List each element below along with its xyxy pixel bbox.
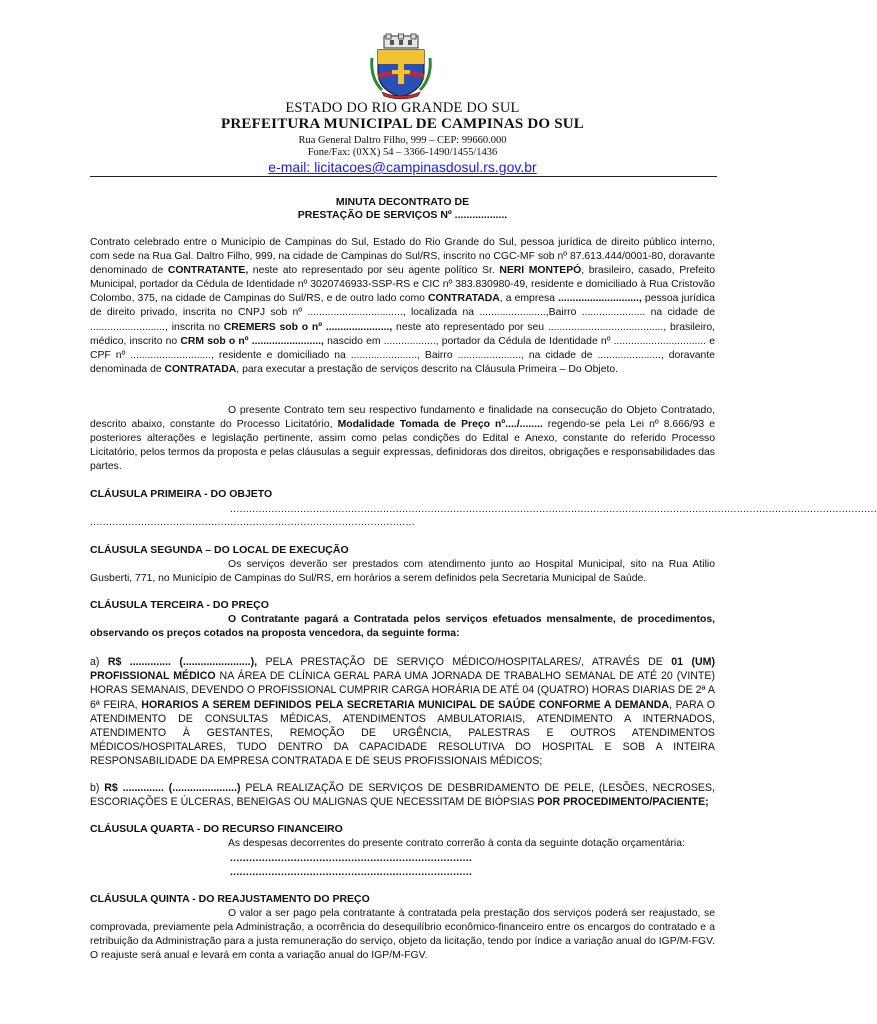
- clausula-quarta-heading: CLÁUSULA QUARTA - DO RECURSO FINANCEIRO: [90, 823, 343, 835]
- objeto-blank-line-2: ......................................................................................................: [90, 517, 416, 528]
- dotacao-line-1: ............................................................................: [230, 853, 473, 864]
- clausula-quinta-heading: CLÁUSULA QUINTA - DO REAJUSTAMENTO DO PREÇO: [90, 893, 370, 905]
- document-title-line1: MINUTA DECONTRATO DE: [335, 196, 470, 208]
- municipal-coat-of-arms: [370, 34, 432, 100]
- clausula-segunda-text: Os serviços deverão ser prestados com atendimento junto ao Hospital Municipal, sito na Rua Atilio Gusberti, 771, no Município de Campinas do Sul/RS, em horários a serem definidos pela Secretaria Municipal de Saúde.: [90, 559, 715, 585]
- intro-paragraph: Contrato celebrado entre o Município de Campinas do Sul, Estado do Rio Grande do Sul, pessoa jurídica de direito público interno, com sede na Rua Gal. Daltro Filho, 999, na cidade de Campinas do Sul/RS, inscrito no CGC-MF sob nº 87.613.444/0001-80, doravante denominado de CONTRATANTE, neste ato representado por seu agente político Sr. NERI MONTEPÓ, brasileiro, casado, Prefeito Municipal, portador da Cédula de Identidade nº 3020746933-SSP-RS e CIC nº 383.830980-49, residente e domiciliado à Rua Cristovão Colombo, 375, na cidade de Campinas do Sul/RS, e de outro lado como CONTRATADA, a empresa ............................, pessoa jurídica de direito privado, inscrita no CNPJ sob nº ................................., localizada na .......................,Bairro ...................... na cidade de .........................., inscrita no CREMERS sob o nº ......................, neste ato representado por seu ........................................, brasileiro, médico, inscrito no CRM sob o nº ........................, nascido em .................., portador da Cédula de Identidade nº ................................ e CPF nº ............................, residente e domiciliado na ......................., Bairro ......................, na cidade de ......................, doravante denominada de CONTRATADA, para executar a prestação de serviços descrito na Cláusula Primeira – Do Objeto.: [90, 237, 716, 375]
- header-prefeitura: PREFEITURA MUNICIPAL DE CAMPINAS DO SUL: [221, 116, 584, 132]
- header-email-link[interactable]: e-mail: licitacoes@campinasdosul.rs.gov.br: [268, 159, 537, 175]
- clausula-segunda-heading: CLÁUSULA SEGUNDA – DO LOCAL DE EXECUÇÃO: [90, 544, 349, 556]
- clausula-terceira-intro: O Contratante pagará a Contratada pelos serviços efetuados mensalmente, de procedimentos, observando os preços cotados na proposta vencedora, da seguinte forma:: [90, 614, 715, 640]
- header-address: Rua General Daltro Filho, 999 – CEP: 99660.000: [298, 135, 507, 146]
- header-phone: Fone/Fax: (0XX) 54 – 3366-1490/1455/1436: [307, 147, 498, 158]
- clausula-primeira-heading: CLÁUSULA PRIMEIRA - DO OBJETO: [90, 488, 273, 500]
- dotacao-line-2: ............................................................................: [230, 867, 473, 878]
- preco-item-b: b) R$ .............. (......................) PELA REALIZAÇÃO DE SERVIÇOS DE DESBRIDAMENTO DE PELE, (LESÕES, NECROSES, ESCORIAÇÕES E ÚLCERAS, BENEIGAS OU MALIGNAS QUE NECESSITAM DE BIÓPSIAS POR PROCEDIMENTO/PACIENTE;: [90, 782, 715, 809]
- fundamento-paragraph: O presente Contrato tem seu respectivo fundamento e finalidade na consecução do Objeto Contratado, descrito abaixo, constante do Processo Licitatório, Modalidade Tomada de Preço nº..../........ regendo-se pela Lei nº 8.666/93 e posteriores alterações e legislação pertinente, assim como pelas condições do Edital e Anexo, constante do referido Processo Licitatório, pelos termos da proposta e pelas cláusulas a seguir expressas, definidoras dos direitos, obrigações e responsabilidades das partes.: [90, 405, 715, 473]
- clausula-terceira-heading: CLÁUSULA TERCEIRA - DO PREÇO: [90, 599, 269, 611]
- header-divider: [90, 176, 717, 177]
- document-title-line2: PRESTAÇÃO DE SERVIÇOS Nº ..................: [297, 209, 508, 221]
- header-state: ESTADO DO RIO GRANDE DO SUL: [285, 100, 520, 116]
- preco-item-a: a) R$ .............. (.......................), PELA PRESTAÇÃO DE SERVIÇO MÉDICO/HOSPITALARES/, ATRAVÉS DE 01 (UM) PROFISSIONAL MÉDICO NA ÁREA DE CLÍNICA GERAL PARA UMA JORNADA DE TRABALHO SEMANAL DE ATÉ 20 (VINTE) HORAS SEMANAIS, DEVENDO O PROFISSIONAL CUMPRIR CARGA HORÁRIA DE ATÉ 04 (QUATRO) HORAS DIARIAS DE 2ª A 6ª FEIRA, HORARIOS A SEREM DEFINIDOS PELA SECRETARIA MUNICIPAL DE SAÚDE CONFORME A DEMANDA, PARA O ATENDIMENTO DE CONSULTAS MÉDICAS, ATENDIMENTOS AMBULATORIAIS, ATENDIMENTO A INTERNADOS, ATENDIMENTO À GESTANTES, REMOÇÃO DE URGÊNCIA, PALESTRAS E OUTROS ATENDIMENTOS MÉDICOS/HOSPITALARES, TUDO DENTRO DA CAPACIDADE RESOLUTIVA DO HOSPITAL E SOB A INTEIRA RESPONSABILIDADE DA EMPRESA CONTRATADA E DE SEUS PROFISSIONAIS MÉDICOS;: [90, 656, 716, 768]
- clausula-quinta-text: O valor a ser pago pela contratante à contratada pela prestação dos serviços poderá ser reajustado, se comprovada, previamente pela Administração, a ocorrência do desequilíbrio econômico-financeiro entre os encargos do contratado e a retribuição da Administração para a justa remuneração do serviço, objeto da licitação, tendo por índice a variação anual do IGP/M-FGV. O reajuste será anual e levará em conta a variação anual do IGP/M-FGV.: [90, 908, 715, 962]
- objeto-blank-line-1: ...........................................................................................................................................................................................................: [230, 504, 877, 515]
- clausula-quarta-text: As despesas decorrentes do presente contrato correrão à conta da seguinte dotação orçamentária:: [228, 838, 685, 849]
